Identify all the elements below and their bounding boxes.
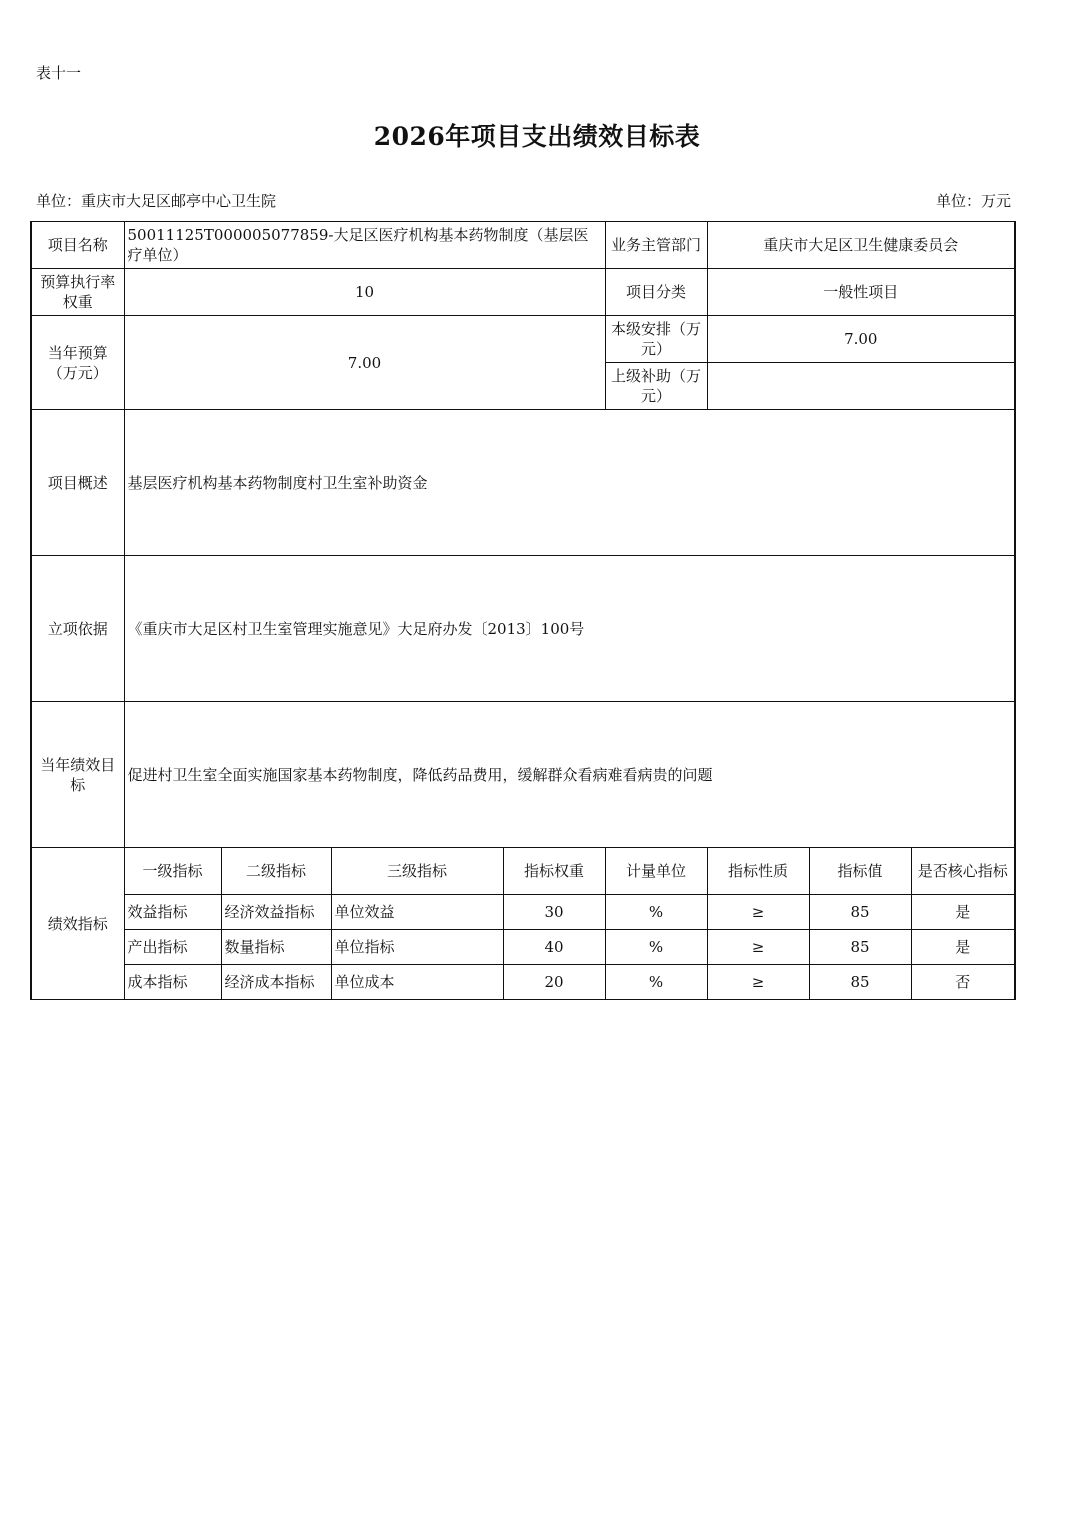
core-cell: 否 <box>911 965 1015 1000</box>
level3-cell: 单位成本 <box>331 965 503 1000</box>
page-title: 2026年项目支出绩效目标表 <box>373 122 701 151</box>
row-project-name <box>31 222 1015 269</box>
header-unit: 计量单位 <box>605 848 707 895</box>
project-name-label: 项目名称 <box>31 222 124 269</box>
overview-value: 基层医疗机构基本药物制度村卫生室补助资金 <box>124 410 1015 556</box>
row-basis <box>31 556 1015 702</box>
header-level3: 三级指标 <box>331 848 503 895</box>
nature-cell: ≥ <box>707 965 809 1000</box>
level2-cell: 经济成本指标 <box>221 965 331 1000</box>
nature-cell: ≥ <box>707 895 809 930</box>
level1-cell: 效益指标 <box>124 895 221 930</box>
indicator-header-row <box>31 848 1015 895</box>
dept-label: 业务主管部门 <box>605 222 707 269</box>
row-overview <box>31 410 1015 556</box>
table-row <box>31 965 1015 1000</box>
rate-label: 预算执行率权重 <box>31 269 124 316</box>
unit-currency: 单位：万元 <box>935 192 1011 210</box>
project-name-value: 50011125T000005077859-大足区医疗机构基本药物制度（基层医疗单位） <box>124 222 605 269</box>
row-rate <box>31 269 1015 316</box>
level2-cell: 数量指标 <box>221 930 331 965</box>
local-value: 7.00 <box>707 316 1015 363</box>
core-cell: 是 <box>911 930 1015 965</box>
level2-cell: 经济效益指标 <box>221 895 331 930</box>
nature-cell: ≥ <box>707 930 809 965</box>
weight-cell: 30 <box>503 895 605 930</box>
unit-organization: 单位：重庆市大足区邮亭中心卫生院 <box>36 192 277 210</box>
core-cell: 是 <box>911 895 1015 930</box>
header-value: 指标值 <box>809 848 911 895</box>
budget-value: 7.00 <box>124 316 605 410</box>
level1-cell: 成本指标 <box>124 965 221 1000</box>
overview-label: 项目概述 <box>31 410 124 556</box>
local-label: 本级安排（万元） <box>605 316 707 363</box>
table-row <box>31 895 1015 930</box>
dept-value: 重庆市大足区卫生健康委员会 <box>707 222 1015 269</box>
performance-target-table <box>30 221 1016 1000</box>
level1-cell: 产出指标 <box>124 930 221 965</box>
indicators-section-label: 绩效指标 <box>31 848 124 1000</box>
header-nature: 指标性质 <box>707 848 809 895</box>
row-budget-local <box>31 316 1015 363</box>
header-level1: 一级指标 <box>124 848 221 895</box>
header-core: 是否核心指标 <box>911 848 1015 895</box>
header-weight: 指标权重 <box>503 848 605 895</box>
category-value: 一般性项目 <box>707 269 1015 316</box>
level3-cell: 单位效益 <box>331 895 503 930</box>
unit-cell: % <box>605 930 707 965</box>
basis-value: 《重庆市大足区村卫生室管理实施意见》大足府办发〔2013〕100号 <box>124 556 1015 702</box>
header-level2: 二级指标 <box>221 848 331 895</box>
level3-cell: 单位指标 <box>331 930 503 965</box>
basis-label: 立项依据 <box>31 556 124 702</box>
weight-cell: 40 <box>503 930 605 965</box>
rate-value: 10 <box>124 269 605 316</box>
value-cell: 85 <box>809 895 911 930</box>
upper-label: 上级补助（万元） <box>605 363 707 410</box>
table-row <box>31 930 1015 965</box>
goal-label: 当年绩效目标 <box>31 702 124 848</box>
budget-label: 当年预算（万元） <box>31 316 124 410</box>
row-goal <box>31 702 1015 848</box>
upper-value <box>707 363 1015 410</box>
unit-cell: % <box>605 965 707 1000</box>
table-number-label: 表十一 <box>36 64 82 82</box>
category-label: 项目分类 <box>605 269 707 316</box>
unit-cell: % <box>605 895 707 930</box>
value-cell: 85 <box>809 965 911 1000</box>
goal-value: 促进村卫生室全面实施国家基本药物制度，降低药品费用，缓解群众看病难看病贵的问题 <box>124 702 1015 848</box>
weight-cell: 20 <box>503 965 605 1000</box>
value-cell: 85 <box>809 930 911 965</box>
